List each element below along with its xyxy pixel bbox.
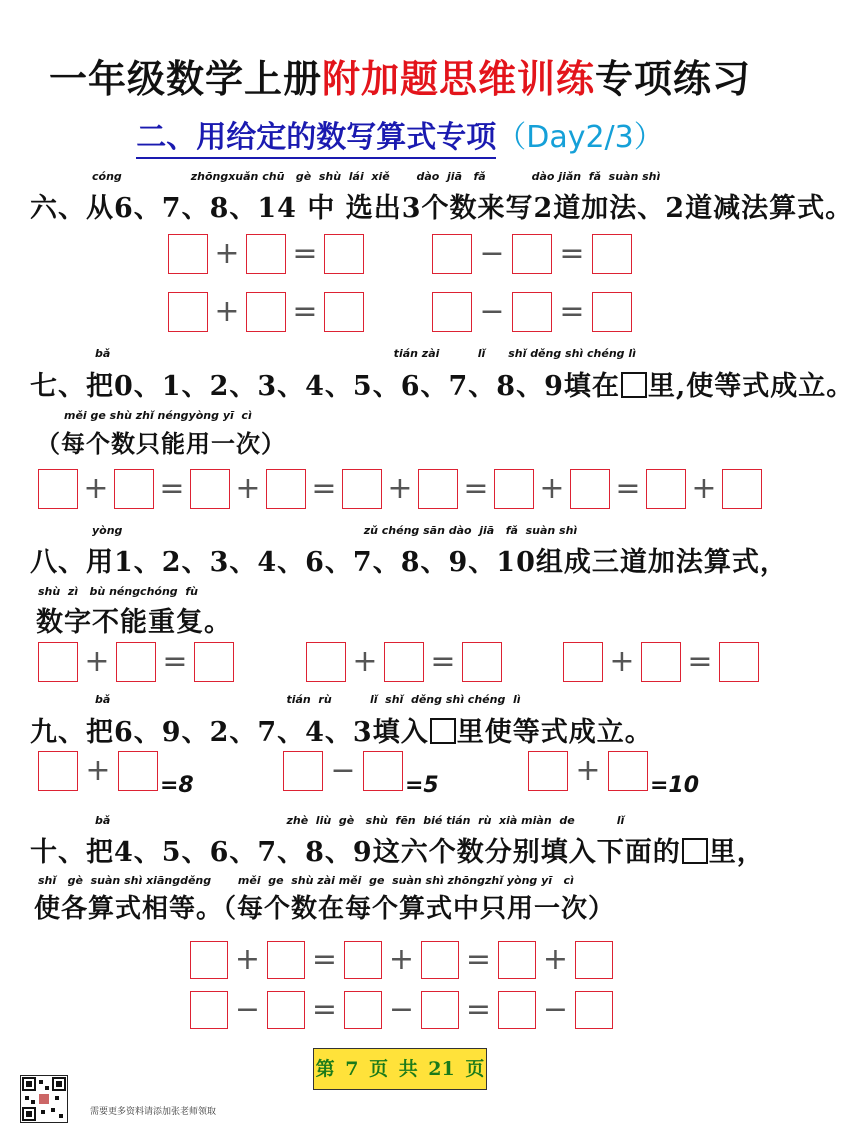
answer-box[interactable] <box>342 469 382 509</box>
answer-box[interactable] <box>194 642 234 682</box>
equals-sign: = <box>162 644 188 679</box>
plus-sign: + <box>691 471 717 506</box>
equals-sign: = <box>559 236 585 271</box>
answer-box[interactable] <box>462 642 502 682</box>
answer-box[interactable] <box>722 469 762 509</box>
q7-pinyin: bǎ tián zài lǐ shǐ děng shì chéng lì <box>95 347 636 360</box>
q9-pinyin: bǎ tián rù lǐ shǐ děng shì chéng lì <box>95 693 521 706</box>
answer-box[interactable] <box>646 469 686 509</box>
equals-sign: = <box>311 992 338 1027</box>
answer-box[interactable] <box>421 991 459 1029</box>
equals-sign: = <box>465 992 492 1027</box>
equals-sign: = <box>430 644 456 679</box>
answer-box[interactable] <box>363 751 403 791</box>
answer-box[interactable] <box>168 234 208 274</box>
q10-pinyin: bǎ zhè liù gè shù fēn bié tián rù xià miàn de lǐ <box>95 814 625 827</box>
inline-box-icon <box>430 718 456 744</box>
answer-box[interactable] <box>324 234 364 274</box>
plus-sign: + <box>235 471 261 506</box>
answer-box[interactable] <box>512 292 552 332</box>
answer-box[interactable] <box>38 642 78 682</box>
minus-sign: − <box>479 294 505 329</box>
q8-note: 数字不能重复。 <box>36 607 232 638</box>
answer-box[interactable] <box>512 234 552 274</box>
answer-box[interactable] <box>421 941 459 979</box>
answer-box[interactable] <box>528 751 568 791</box>
q10-pinyin-2: shǐ gè suàn shì xiāngděng měi ge shù zài měi ge suàn shì zhōngzhǐ yòng yī cì <box>38 874 574 887</box>
answer-box[interactable] <box>384 642 424 682</box>
subtitle-main: 二、用给定的数写算式专项 <box>136 120 496 159</box>
answer-box[interactable] <box>266 469 306 509</box>
q8-pinyin: yòng zǔ chéng sān dào jiā fǎ suàn shì <box>92 524 578 537</box>
q8-pinyin-2: shù zì bù néngchóng fù <box>38 585 198 598</box>
answer-box[interactable] <box>267 941 305 979</box>
minus-sign: − <box>479 236 505 271</box>
answer-box[interactable] <box>575 941 613 979</box>
minus-sign: − <box>330 753 356 788</box>
equals-sign: = <box>463 471 489 506</box>
answer-box[interactable] <box>641 642 681 682</box>
plus-sign: + <box>352 644 378 679</box>
footer-note: 需要更多资料请添加张老师领取 <box>90 1107 217 1117</box>
minus-sign: − <box>542 992 569 1027</box>
answer-box[interactable] <box>190 941 228 979</box>
q7-pinyin-2: měi ge shù zhǐ néngyòng yī cì <box>64 409 252 422</box>
answer-box[interactable] <box>432 234 472 274</box>
equation-result: =8 <box>160 773 194 798</box>
equals-sign: = <box>559 294 585 329</box>
plus-sign: + <box>83 471 109 506</box>
inline-box-icon <box>621 372 647 398</box>
q8-question: 八、用1、2、3、4、6、7、8、9、10组成三道加法算式， <box>30 547 788 578</box>
page-number-badge: 第 7 页 共 21 页 <box>313 1048 487 1090</box>
q6-pinyin: cóng zhōngxuǎn chū gè shù lái xiě dào jiā fǎ dào jiǎn fǎ suàn shì <box>92 170 661 183</box>
equation-result: =5 <box>405 773 439 798</box>
plus-sign: + <box>214 294 240 329</box>
answer-box[interactable] <box>498 941 536 979</box>
answer-box[interactable] <box>306 642 346 682</box>
minus-sign: − <box>388 992 415 1027</box>
section-subtitle <box>0 112 800 156</box>
plus-sign: + <box>84 644 110 679</box>
q9-question: 九、把6、9、2、7、4、3填入 里使等式成立。 <box>30 717 653 748</box>
answer-box[interactable] <box>498 991 536 1029</box>
answer-box[interactable] <box>118 751 158 791</box>
equation-result: =10 <box>650 773 700 798</box>
q7-note: （每个数只能用一次） <box>36 429 286 458</box>
q10-note: 使各算式相等。（每个数在每个算式中只用一次） <box>34 894 616 924</box>
answer-box[interactable] <box>719 642 759 682</box>
plus-sign: + <box>214 236 240 271</box>
equals-sign: = <box>615 471 641 506</box>
equals-sign: = <box>292 236 318 271</box>
page-title: 一年级数学上册附加题思维训练专项练习 <box>48 56 752 101</box>
answer-box[interactable] <box>418 469 458 509</box>
title-highlight: 附加题思维训练 <box>321 56 595 101</box>
answer-box[interactable] <box>494 469 534 509</box>
answer-box[interactable] <box>190 469 230 509</box>
answer-box[interactable] <box>344 941 382 979</box>
q7-question: 七、把0、1、2、3、4、5、6、7、8、9填在 里,使等式成立。 <box>30 371 854 402</box>
inline-box-icon <box>682 838 708 864</box>
equals-sign: = <box>159 471 185 506</box>
answer-box[interactable] <box>116 642 156 682</box>
plus-sign: + <box>388 942 415 977</box>
plus-sign: + <box>234 942 261 977</box>
answer-box[interactable] <box>190 991 228 1029</box>
answer-box[interactable] <box>246 292 286 332</box>
plus-sign: + <box>575 753 601 788</box>
answer-box[interactable] <box>246 234 286 274</box>
answer-box[interactable] <box>38 469 78 509</box>
answer-box[interactable] <box>592 234 632 274</box>
answer-box[interactable] <box>575 991 613 1029</box>
answer-box[interactable] <box>267 991 305 1029</box>
answer-box[interactable] <box>114 469 154 509</box>
answer-box[interactable] <box>38 751 78 791</box>
equals-sign: = <box>687 644 713 679</box>
answer-box[interactable] <box>432 292 472 332</box>
answer-box[interactable] <box>344 991 382 1029</box>
plus-sign: + <box>539 471 565 506</box>
answer-box[interactable] <box>592 292 632 332</box>
answer-box[interactable] <box>570 469 610 509</box>
answer-box[interactable] <box>563 642 603 682</box>
equals-sign: = <box>311 942 338 977</box>
qr-code-icon <box>20 1075 68 1123</box>
answer-box[interactable] <box>608 751 648 791</box>
answer-box[interactable] <box>324 292 364 332</box>
subtitle-day: （Day2/3） <box>496 120 664 155</box>
equals-sign: = <box>311 471 337 506</box>
minus-sign: − <box>234 992 261 1027</box>
plus-sign: + <box>542 942 569 977</box>
plus-sign: + <box>609 644 635 679</box>
plus-sign: + <box>387 471 413 506</box>
answer-box[interactable] <box>168 292 208 332</box>
equals-sign: = <box>292 294 318 329</box>
plus-sign: + <box>85 753 111 788</box>
equals-sign: = <box>465 942 492 977</box>
answer-box[interactable] <box>283 751 323 791</box>
q10-question: 十、把4、5、6、7、8、9这六个数分别填入下面的 里， <box>30 837 765 868</box>
q6-question: 六、从6、7、8、14 中 选出3个数来写2道加法、2道减法算式。 <box>30 193 854 224</box>
